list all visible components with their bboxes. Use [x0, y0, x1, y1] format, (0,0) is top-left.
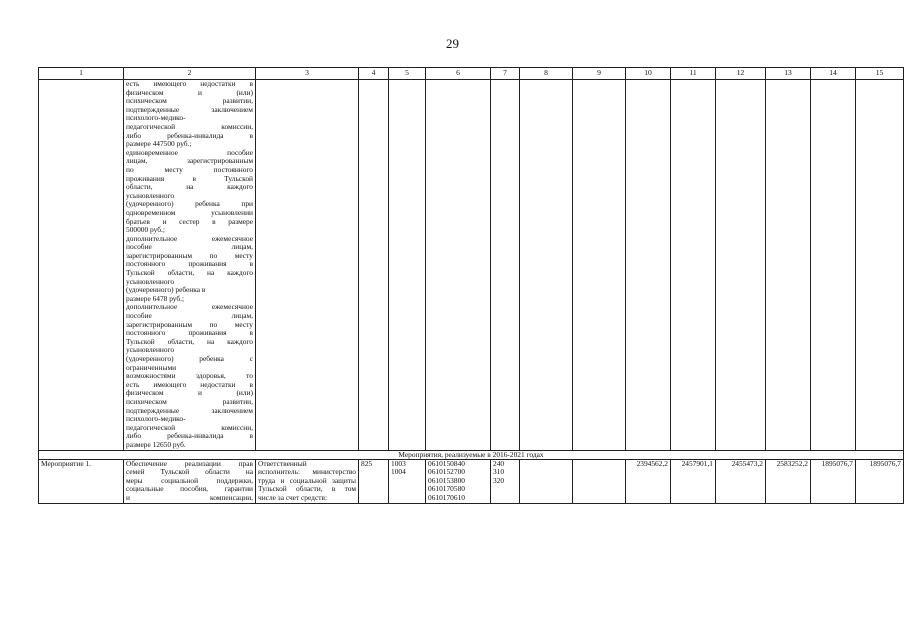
cell-empty — [359, 80, 389, 451]
text-line: подтвержденные заключением — [126, 405, 253, 415]
text-line: Тульской области, на каждого — [126, 336, 253, 346]
text-line: психолого-медико- — [126, 414, 186, 424]
text-line: либо ребенка-инвалида в — [126, 431, 253, 441]
text-line: зарегистрированным по месту — [126, 250, 253, 260]
cell-amount: 1895076,7 — [856, 459, 904, 503]
code-value: 0610170610 — [428, 492, 465, 502]
cell-amount: 2583252,2 — [766, 459, 811, 503]
cell-empty — [491, 80, 520, 451]
text-line: размере 6478 руб.; — [126, 293, 185, 303]
text-line: Тульской области, на каждого — [126, 268, 253, 278]
text-line: области, на каждого — [126, 182, 253, 192]
text-line: Ответственный — [258, 459, 307, 468]
cell-empty — [573, 80, 626, 451]
code-value: 1004 — [391, 467, 406, 477]
cell-empty — [426, 80, 491, 451]
cell-empty — [856, 80, 904, 451]
code-value: 0610170580 — [428, 484, 465, 494]
code-value: 0610150840 — [428, 459, 465, 468]
cell-code-admin: 825 — [359, 459, 389, 503]
text-line: есть имеющего недостатки в — [126, 379, 253, 389]
cell-amount: 2394562,2 — [626, 459, 671, 503]
column-header: 15 — [856, 68, 904, 80]
text-line: проживания в Тульской — [126, 173, 253, 183]
measure-executor — [256, 459, 359, 503]
column-header: 6 — [426, 68, 491, 80]
text-line: дополнительное ежемесячное — [126, 302, 253, 312]
cell-empty — [671, 80, 716, 451]
measure-row — [39, 459, 904, 503]
cell-empty — [766, 80, 811, 451]
measure-description — [124, 459, 256, 503]
column-header: 4 — [359, 68, 389, 80]
text-line: числе за счет средств: — [258, 492, 327, 502]
cell-empty — [39, 80, 124, 451]
cell-amount: 1895076,7 — [811, 459, 856, 503]
column-header: 14 — [811, 68, 856, 80]
column-header: 11 — [671, 68, 716, 80]
code-value: 320 — [493, 475, 505, 485]
cell-col9 — [573, 459, 626, 503]
cell-amount: 2457901,1 — [671, 459, 716, 503]
text-line: психическом развитии, — [126, 96, 253, 106]
text-line: либо ребенка-инвалида в — [126, 130, 253, 140]
text-line: усыновленного — [126, 190, 175, 200]
column-header: 1 — [39, 68, 124, 80]
text-line: труда и социальной защиты — [258, 475, 356, 485]
code-value: 310 — [493, 467, 505, 477]
column-header: 13 — [766, 68, 811, 80]
text-line: пособие лицам, — [126, 311, 253, 321]
text-line: педагогической комиссии, — [126, 422, 253, 432]
text-line: и компенсации, — [126, 492, 253, 502]
cell-amount: 2455473,2 — [716, 459, 766, 503]
text-line: Тульской области, в том — [258, 484, 356, 494]
text-line: психолого-медико- — [126, 113, 186, 123]
text-line: усыновленного — [126, 345, 175, 355]
text-line: меры социальной поддержки, — [126, 475, 253, 485]
cell-empty — [626, 80, 671, 451]
section-heading: Мероприятия, реализуемые в 2016-2021 годах — [39, 450, 904, 459]
cell-code-target — [426, 459, 491, 503]
column-header: 12 — [716, 68, 766, 80]
column-header: 9 — [573, 68, 626, 80]
text-line: психическом развитии, — [126, 396, 253, 406]
cell-empty — [389, 80, 426, 451]
column-header: 7 — [491, 68, 520, 80]
cell-code-section — [389, 459, 426, 503]
text-line: пособие лицам, — [126, 242, 253, 252]
text-line: возможностями здоровья, то — [126, 371, 253, 381]
text-line: братьев и сестер в размере — [126, 216, 253, 226]
cell-empty — [716, 80, 766, 451]
column-header: 3 — [256, 68, 359, 80]
cell-empty — [520, 80, 573, 451]
budget-table — [38, 67, 904, 504]
header-row — [39, 68, 904, 80]
text-line: (удочеренного) ребенка с — [126, 354, 253, 363]
text-line: есть имеющего недостатки в — [126, 79, 253, 88]
text-line: (удочеренного) ребенка в — [126, 285, 206, 295]
column-header: 8 — [520, 68, 573, 80]
text-line: размере 12650 руб. — [126, 439, 186, 449]
continuation-description — [124, 80, 256, 451]
text-line: подтвержденные заключением — [126, 104, 253, 114]
text-line: размере 447500 руб.; — [126, 139, 192, 149]
section-row — [39, 450, 904, 459]
text-line: физическом и (или) — [126, 87, 253, 97]
text-line: физическом и (или) — [126, 388, 253, 398]
text-line: социальные пособия, гарантии — [126, 484, 253, 494]
text-line: (удочеренного) ребенка при — [126, 199, 253, 209]
cell-empty — [256, 80, 359, 451]
code-value: 0610152700 — [428, 467, 465, 477]
text-line: зарегистрированным по месту — [126, 319, 253, 329]
code-value: 1003 — [391, 459, 406, 468]
continuation-row — [39, 80, 904, 451]
text-line: ограниченными — [126, 362, 177, 372]
text-line: одновременном усыновлении — [126, 207, 253, 217]
column-header: 5 — [389, 68, 426, 80]
cell-empty — [811, 80, 856, 451]
column-header: 10 — [626, 68, 671, 80]
text-line: дополнительное ежемесячное — [126, 233, 253, 243]
cell-code-type — [491, 459, 520, 503]
code-value: 240 — [493, 459, 505, 468]
measure-name: Мероприятие 1. — [39, 459, 124, 503]
text-line: семей Тульской области на — [126, 467, 253, 477]
cell-col8 — [520, 459, 573, 503]
column-header: 2 — [124, 68, 256, 80]
text-line: педагогической комиссии, — [126, 121, 253, 131]
code-value: 0610153800 — [428, 475, 465, 485]
text-line: единовременное пособие — [126, 147, 253, 157]
text-line: 500000 руб.; — [126, 225, 165, 235]
text-line: постоянного проживания в — [126, 328, 253, 338]
text-line: постоянного проживания в — [126, 259, 253, 269]
text-line: усыновленного — [126, 276, 175, 286]
text-line: по месту постоянного — [126, 164, 253, 174]
text-line: лицам, зарегистрированным — [126, 156, 253, 166]
text-line: исполнитель: министерство — [258, 467, 356, 477]
page-number: 29 — [446, 36, 459, 51]
text-line: Обеспечение реализации прав — [126, 459, 253, 468]
